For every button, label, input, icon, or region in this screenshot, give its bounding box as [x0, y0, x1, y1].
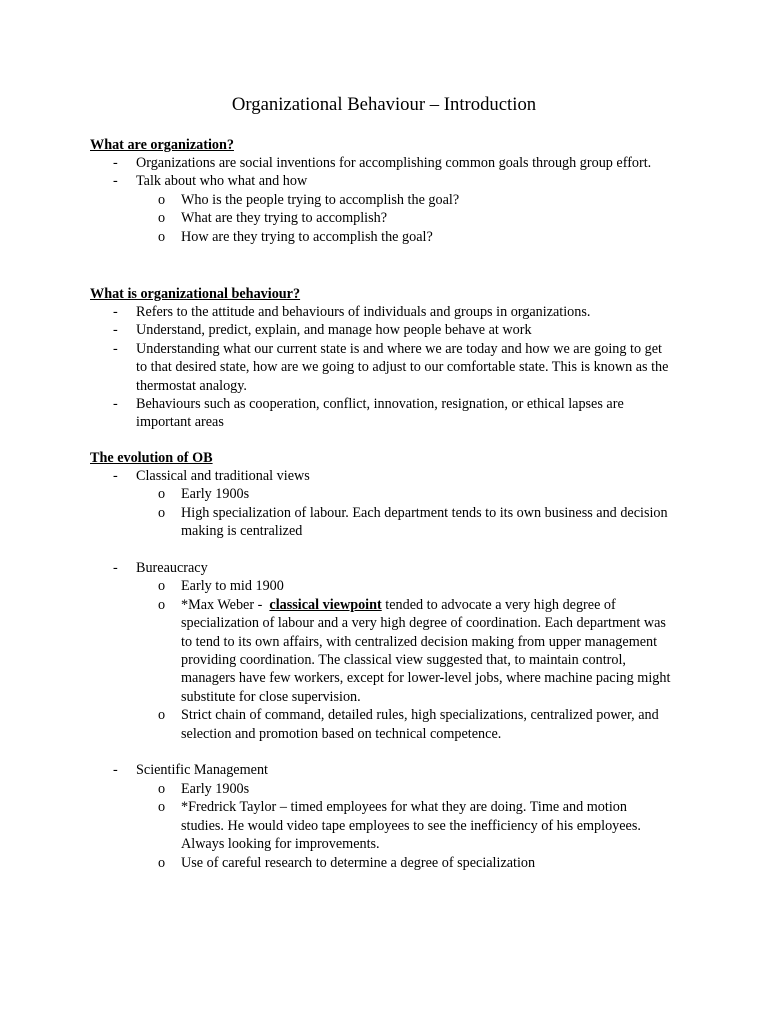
section-heading-what-are-organization: What are organization? — [90, 137, 234, 153]
list-item — [0, 559, 672, 577]
section-list-evolution — [0, 467, 768, 872]
sub-list-item — [0, 780, 672, 798]
dash-bullet: - — [113, 468, 118, 484]
dash-bullet: - — [113, 304, 118, 320]
list-item-text: Scientific Management — [136, 762, 268, 779]
list-item — [0, 303, 672, 321]
max-weber-text: tended to advocate a very high degree of specialization of labour and a very high degree of coordination. Each department was to tend to its own affairs, with centralized decision making from upper management providing coordination. The classical view suggested that, to maintain control, managers have few workers, except for lower-level jobs, where machine pacing might substitute for close supervision. — [181, 596, 671, 705]
section-list-organization — [0, 154, 768, 246]
sub-list-item-text — [181, 597, 670, 705]
circle-bullet: o — [158, 780, 166, 797]
sub-list-item — [0, 191, 672, 209]
dash-bullet: - — [113, 340, 118, 357]
sub-list-item-text: How are they trying to accomplish the goal? — [181, 228, 433, 245]
circle-bullet: o — [158, 191, 166, 208]
sub-list-item-text: *Fredrick Taylor – timed employees for what they are doing. Time and motion studies. He would video tape employees to see the inefficiency of his employees. Always looking for improvements. — [181, 799, 641, 853]
list-item-text: Understanding what our current state is and where we are today and how we are going to get to that desired state, how are we going to adjust to our comfortable state. This is known as the thermostat analogy. — [136, 340, 669, 394]
sub-list-item-text: Early 1900s — [181, 486, 250, 503]
sub-list-item-text: Use of careful research to determine a degree of specialization — [181, 854, 536, 871]
max-weber-prefix: *Max Weber - — [181, 596, 270, 613]
sub-list-item — [0, 854, 672, 872]
sub-list-item — [0, 577, 672, 595]
blank-line — [0, 541, 768, 559]
dash-bullet: - — [113, 155, 118, 171]
sub-list-item-text: Early 1900s — [181, 780, 250, 797]
circle-bullet: o — [158, 504, 166, 521]
sub-list-item-text: High specialization of labour. Each department tends to its own business and decision making is centralized — [181, 504, 668, 540]
sub-list-item — [0, 228, 672, 246]
list-item-text: Bureaucracy — [136, 560, 208, 577]
section-heading-evolution-of-ob: The evolution of OB — [90, 450, 213, 466]
sub-list-item — [0, 798, 672, 853]
circle-bullet: o — [158, 578, 166, 595]
sub-list-item-text: Early to mid 1900 — [181, 578, 284, 595]
sub-list-item-text: Who is the people trying to accomplish the goal? — [181, 191, 460, 208]
circle-bullet: o — [158, 228, 166, 245]
list-item-text: Talk about who what and how — [136, 173, 308, 190]
list-item-text: Organizations are social inventions for accomplishing common goals through group effort. — [136, 155, 652, 171]
sub-list-item-text: Strict chain of command, detailed rules, high specializations, centralized power, and selection and promotion based on technical competence. — [181, 707, 659, 742]
list-item — [0, 761, 672, 779]
blank-line — [0, 743, 768, 761]
document-title: Organizational Behaviour – Introduction — [231, 94, 537, 115]
dash-bullet: - — [113, 322, 118, 339]
list-item — [0, 467, 672, 485]
dash-bullet: - — [113, 560, 118, 577]
section-list-ob — [0, 303, 768, 432]
list-item — [0, 154, 672, 172]
list-item — [0, 340, 672, 395]
circle-bullet: o — [158, 799, 166, 816]
circle-bullet: o — [158, 486, 166, 503]
circle-bullet: o — [158, 596, 166, 613]
dash-bullet: - — [113, 173, 118, 190]
sub-list-item — [0, 485, 672, 503]
list-item-text: Understand, predict, explain, and manage how people behave at work — [136, 322, 532, 339]
list-item — [0, 172, 672, 190]
classical-viewpoint-emphasis: classical viewpoint — [269, 596, 382, 613]
section-heading-what-is-ob: What is organizational behaviour? — [90, 286, 301, 302]
sub-list-item — [0, 504, 672, 541]
list-item-text: Refers to the attitude and behaviours of individuals and groups in organizations. — [136, 304, 591, 320]
list-item — [0, 395, 672, 432]
circle-bullet: o — [158, 210, 166, 227]
list-item — [0, 321, 672, 339]
sub-list-item-text: What are they trying to accomplish? — [181, 210, 388, 227]
sub-list-item — [0, 706, 672, 743]
dash-bullet: - — [113, 762, 118, 779]
sub-list-item — [0, 209, 672, 227]
list-item-text: Behaviours such as cooperation, conflict, innovation, resignation, or ethical lapses are important areas — [136, 396, 624, 431]
circle-bullet: o — [158, 707, 166, 724]
circle-bullet: o — [158, 854, 166, 871]
list-item-text: Classical and traditional views — [136, 468, 310, 484]
sub-list-item — [0, 596, 672, 706]
dash-bullet: - — [113, 396, 118, 413]
